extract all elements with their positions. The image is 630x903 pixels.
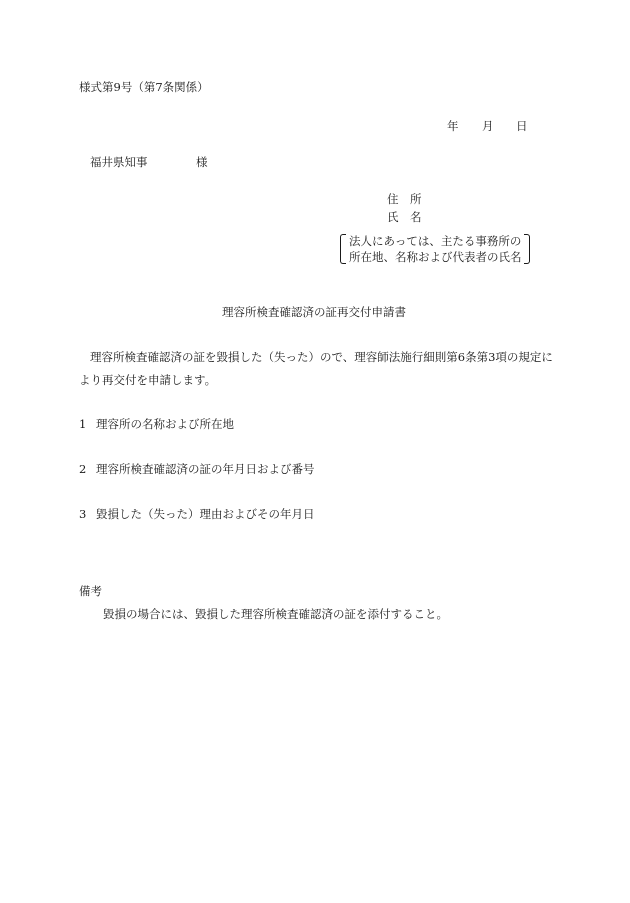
body-line-1: 理容所検査確認済の証を毀損した（失った）ので、理容師法施行細則第6条第3項の規定に: [90, 350, 553, 364]
name-label: 氏 名: [387, 210, 422, 224]
item-number: 1: [79, 417, 87, 431]
corporate-note: [340, 232, 530, 266]
date-year-label: 年: [447, 119, 459, 133]
date-month-label: 月: [482, 119, 494, 133]
item-text: 理容所検査確認済の証の年月日および番号: [96, 462, 315, 476]
body-line-2: より再交付を申請します。: [79, 373, 217, 387]
item-text: 毀損した（失った）理由およびその年月日: [96, 507, 315, 521]
remarks-heading: 備考: [79, 584, 102, 598]
corporate-note-line1: 法人にあっては、主たる事務所の: [349, 234, 522, 248]
left-bracket: [340, 234, 346, 264]
addressee-honorific: 様: [196, 155, 208, 169]
addressee-name: 福井県知事: [90, 155, 148, 169]
corporate-note-line2: 所在地、名称および代表者の氏名: [349, 250, 522, 264]
item-text: 理容所の名称および所在地: [96, 417, 234, 431]
remarks-text: 毀損の場合には、毀損した理容所検査確認済の証を添付すること。: [103, 607, 448, 621]
item-number: 3: [79, 507, 87, 521]
form-number: 様式第9号（第7条関係）: [79, 80, 209, 94]
document-title: 理容所検査確認済の証再交付申請書: [222, 305, 406, 319]
right-bracket: [524, 234, 530, 264]
address-label: 住 所: [387, 192, 422, 206]
date-day-label: 日: [516, 119, 528, 133]
item-number: 2: [79, 462, 87, 476]
